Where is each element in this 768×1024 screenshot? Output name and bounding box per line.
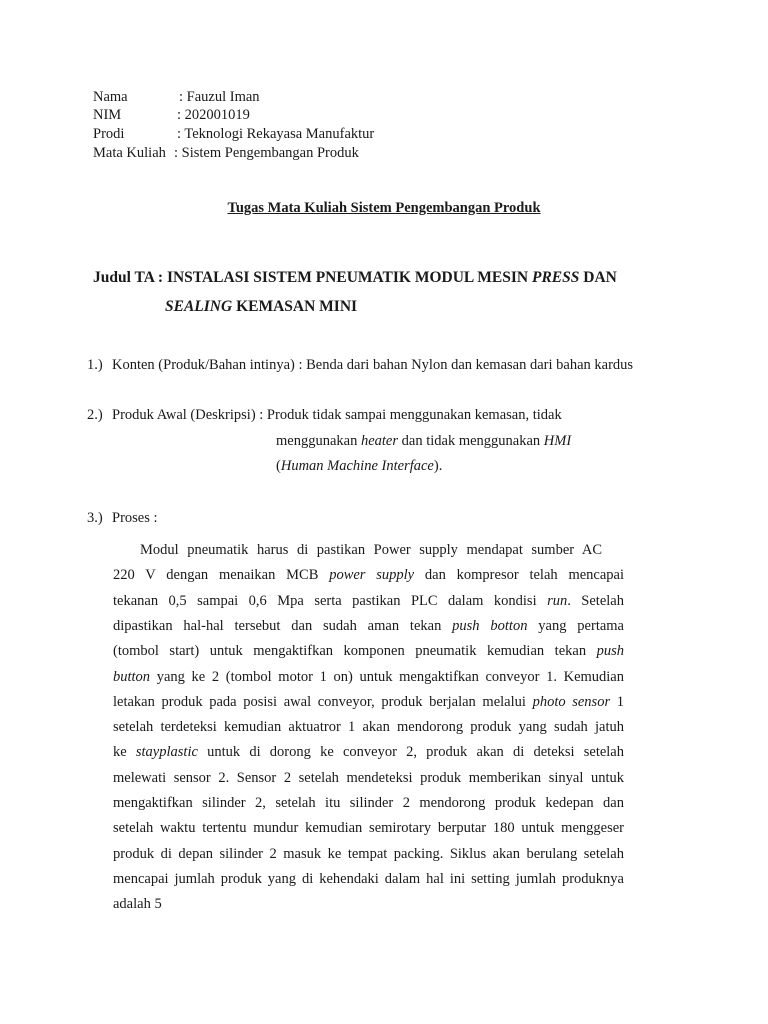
item-2-line-2-text-a: menggunakan — [276, 433, 361, 449]
process-italic-term: photo sensor — [532, 694, 611, 710]
thesis-title-text-3: KEMASAN MINI — [232, 298, 358, 315]
thesis-title-text-2: DAN — [579, 269, 617, 286]
process-line — [113, 769, 624, 787]
item-2-line-3 — [276, 457, 442, 475]
process-text: 220 V dengan menaikan MCB — [113, 567, 330, 583]
item-2-line-3-text-a: ( — [276, 458, 281, 474]
identity-value-nama: : Fauzul Iman — [179, 89, 260, 105]
item-2-italic-hmi-expansion: Human Machine Interface — [280, 458, 434, 474]
process-text: setelah waktu tertentu mundur kemudian semirotary berputar 180 untuk menggeser — [113, 820, 624, 836]
process-text: letakan produk pada posisi awal conveyor, produk berjalan melalui — [113, 694, 533, 710]
item-3-number: 3.) — [87, 510, 103, 526]
process-italic-term: button — [113, 669, 151, 685]
process-italic-term: run — [547, 593, 568, 609]
process-line — [113, 566, 624, 584]
process-text: mengaktifkan silinder 2, setelah itu silinder 2 mendorong produk kedepan dan — [113, 795, 624, 811]
process-text: adalah 5 — [113, 896, 162, 912]
item-2-line-2-text-b: dan tidak menggunakan — [398, 433, 544, 449]
process-line — [113, 592, 624, 610]
process-text: tekanan 0,5 sampai 0,6 Mpa serta pastikan PLC dalam kondisi — [113, 593, 548, 609]
process-text: yang ke 2 (tombol motor 1 on) untuk mengaktifkan conveyor 1. Kemudian — [150, 669, 624, 685]
process-line — [113, 870, 624, 888]
thesis-title-text-1: INSTALASI SISTEM PNEUMATIK MODUL MESIN — [166, 269, 532, 286]
process-text: ke — [113, 744, 136, 760]
item-1-text: Konten (Produk/Bahan intinya) : Benda dari bahan Nylon dan kemasan dari bahan kardus — [112, 357, 634, 373]
process-italic-term: push — [596, 643, 624, 659]
thesis-title-line-2 — [165, 298, 357, 316]
process-italic-term: stayplastic — [135, 744, 198, 760]
process-line — [113, 693, 624, 711]
thesis-title-italic-sealing: SEALING — [165, 298, 233, 315]
item-3-label: Proses : — [112, 510, 158, 526]
item-2-line-1: Produk Awal (Deskripsi) : Produk tidak sampai menggunakan kemasan, tidak — [112, 407, 562, 423]
process-line — [140, 541, 602, 559]
process-text: produk di depan silinder 2 masuk ke tempat packing. Siklus akan berulang setelah — [113, 846, 624, 862]
identity-value-prodi: : Teknologi Rekayasa Manufaktur — [177, 126, 375, 142]
process-text: 1 — [610, 694, 625, 710]
identity-label-nim: NIM — [93, 107, 122, 123]
item-2-italic-hmi: HMI — [543, 433, 572, 449]
process-italic-term: power supply — [329, 567, 415, 583]
process-line — [113, 845, 624, 863]
identity-label-mata-kuliah: Mata Kuliah — [93, 145, 166, 161]
process-line — [113, 718, 624, 736]
process-text: setelah terdeteksi kemudian aktuatror 1 akan mendorong produk yang sudah jatuh — [113, 719, 624, 735]
identity-label-nama: Nama — [93, 89, 128, 105]
process-line — [113, 743, 624, 761]
process-italic-term: push botton — [452, 618, 528, 634]
item-2-italic-heater: heater — [360, 433, 399, 449]
process-line — [113, 642, 624, 660]
thesis-title-line-1 — [93, 269, 617, 287]
process-text: yang pertama — [527, 618, 624, 634]
process-text: dan kompresor telah mencapai — [414, 567, 625, 583]
process-text: mencapai jumlah produk yang di kehendaki dalam hal ini setting jumlah produknya — [113, 871, 624, 887]
process-line — [113, 794, 624, 812]
process-text: (tombol start) untuk mengaktifkan komponen pneumatik kemudian tekan — [113, 643, 597, 659]
process-text: . Setelah — [567, 593, 624, 609]
process-line — [113, 895, 624, 913]
assignment-title: Tugas Mata Kuliah Sistem Pengembangan Produk — [227, 200, 541, 216]
item-1-number: 1.) — [87, 357, 103, 373]
process-line — [113, 617, 624, 635]
process-text: melewati sensor 2. Sensor 2 setelah mendeteksi produk memberikan sinyal untuk — [113, 770, 624, 786]
item-2-line-3-text-b: ). — [433, 458, 443, 474]
identity-value-mata-kuliah: : Sistem Pengembangan Produk — [174, 145, 359, 161]
process-text: untuk di dorong ke conveyor 2, produk akan di deteksi setelah — [197, 744, 624, 760]
process-text: Modul pneumatik harus di pastikan Power supply mendapat sumber AC — [140, 542, 602, 558]
thesis-label: Judul TA : — [93, 269, 167, 286]
process-line — [113, 819, 624, 837]
identity-label-prodi: Prodi — [93, 126, 125, 142]
thesis-title-italic-press: PRESS — [531, 269, 580, 286]
identity-value-nim: : 202001019 — [177, 107, 250, 123]
process-text: dipastikan hal-hal tersebut dan sudah aman tekan — [113, 618, 453, 634]
item-2-number: 2.) — [87, 407, 103, 423]
process-line — [113, 668, 624, 686]
item-2-line-2 — [276, 432, 571, 450]
